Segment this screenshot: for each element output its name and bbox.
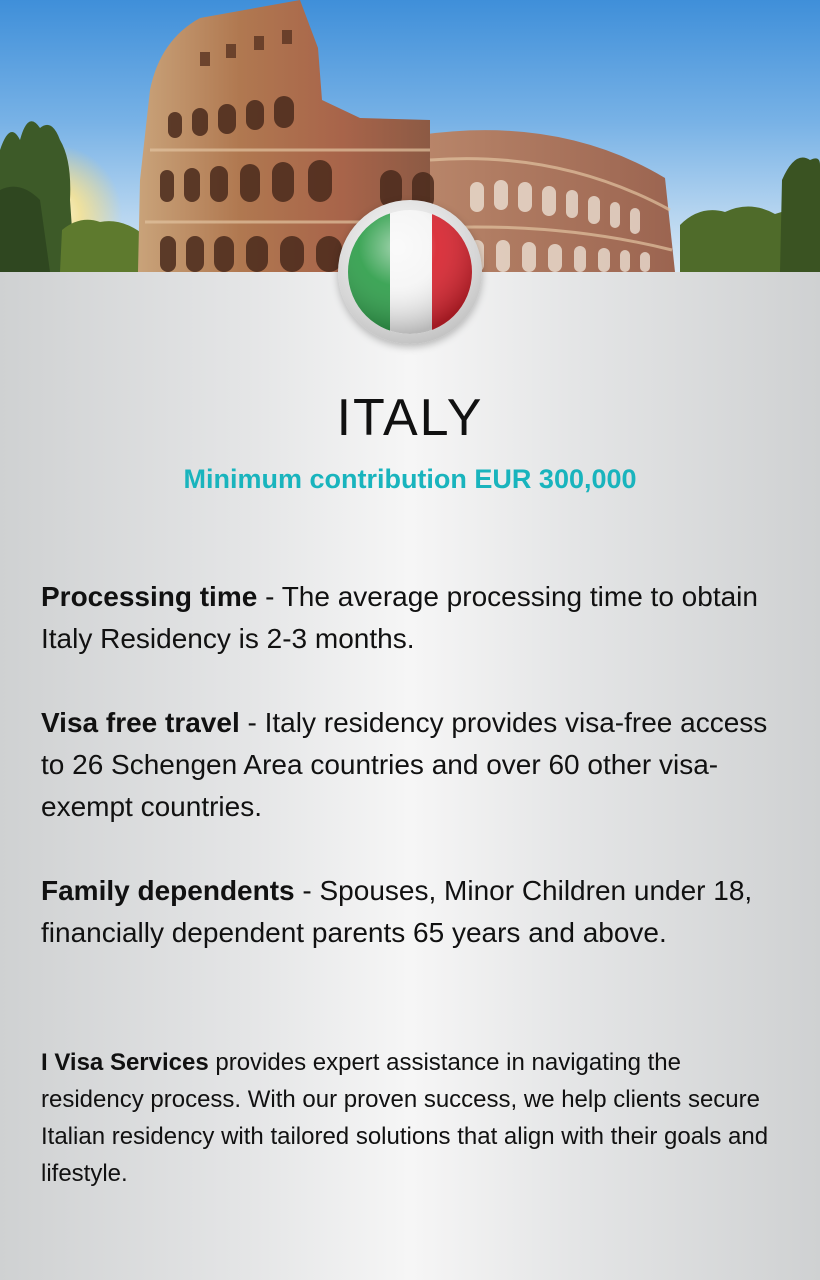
processing-time-section [41,576,786,660]
visa-free-travel-text: - Italy residency provides visa-free access to 26 Schengen Area countries and over 60 other visa-exempt countries. [41,707,768,822]
processing-time-heading: Processing time [41,581,258,612]
italy-flag-icon [338,200,482,344]
family-dependents-section [41,870,786,954]
country-title: ITALY [336,389,484,447]
about-text: provides expert assistance in navigating the residency process. With our proven success, we help clients secure Italian residency with tailored solutions that align with their goals and lifestyle. [41,1049,769,1187]
family-dependents-heading: Family dependents [41,875,295,906]
about-section [41,1044,786,1192]
brand-name: I Visa Services [41,1049,209,1076]
family-dependents-text: - Spouses, Minor Children under 18, financially dependent parents 65 years and above. [41,875,753,948]
processing-time-text: - The average processing time to obtain Italy Residency is 2-3 months. [41,581,758,654]
visa-free-travel-heading: Visa free travel [41,707,240,738]
minimum-contribution: Minimum contribution EUR 300,000 [183,464,637,494]
visa-free-travel-section [41,702,786,828]
